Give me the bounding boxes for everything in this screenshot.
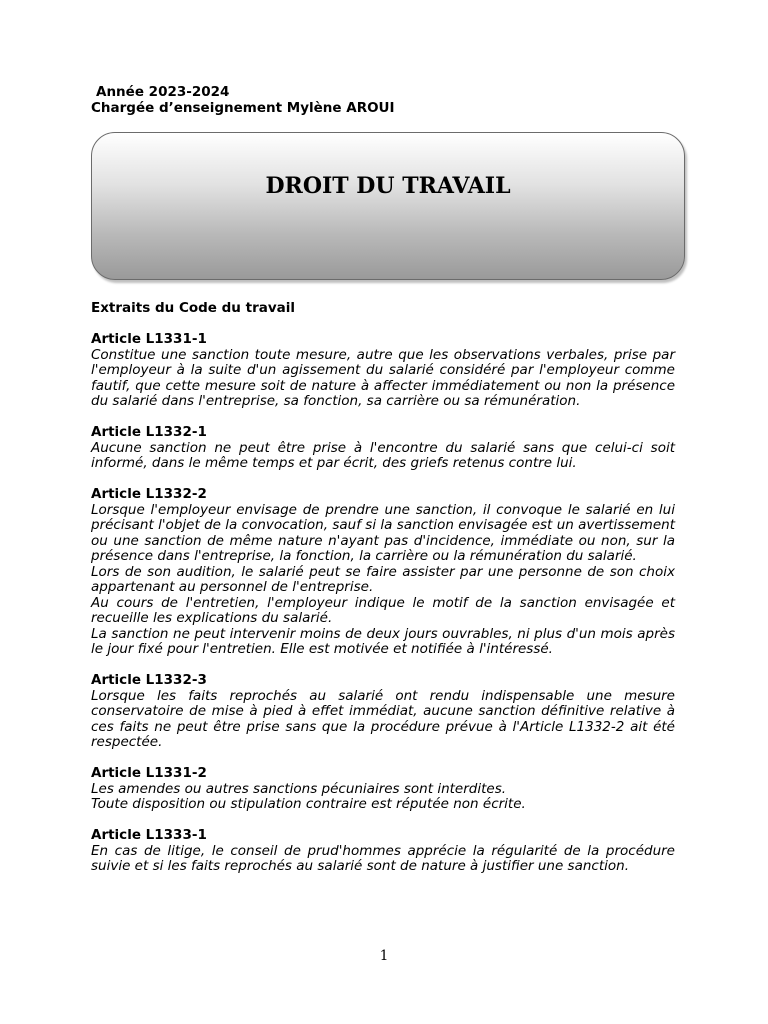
article-paragraph: Lors de son audition, le salarié peut se faire assister par une personne de son choix appartenant au personnel de l'entreprise. [91,563,675,595]
article-title: Article L1333-1 [91,827,207,843]
document-body [91,301,675,890]
article-paragraph: Toute disposition ou stipulation contraire est réputée non écrite. [91,796,526,812]
course-header [91,85,395,116]
article-block [91,673,675,751]
article-block [91,425,675,472]
article-paragraph: Au cours de l'entretien, l'employeur indique le motif de la sanction envisagée et recueille les explications du salarié. [91,594,675,626]
article-paragraph: La sanction ne peut intervenir moins de deux jours ouvrables, ni plus d'un mois après le jour fixé pour l'entretien. Elle est motivée et notifiée à l'intéressé. [91,625,675,657]
article-paragraph: Constitue une sanction toute mesure, autre que les observations verbales, prise par l'employeur à la suite d'un agissement du salarié considéré par l'employeur comme fautif, que cette mesure soit de nature à affecter immédiatement ou non la présence du salarié dans l'entreprise, sa fonction, sa carrière ou sa rémunération. [91,346,675,409]
article-paragraph: Les amendes ou autres sanctions pécuniaires sont interdites. [91,780,507,797]
article-paragraph: Aucune sanction ne peut être prise à l'encontre du salarié sans que celui-ci soit informé, dans le même temps et par écrit, des griefs retenus contre lui. [91,439,675,471]
lecturer-name: Chargée d’enseignement Mylène AROUI [91,99,395,116]
article-block [91,487,675,658]
article-title: Article L1331-2 [91,765,207,781]
article-paragraph: Lorsque les faits reprochés au salarié ont rendu indispensable une mesure conservatoire de mise à pied à effet immédiat, aucune sanction définitive relative à ces faits ne peut être prise sans que la procédure prévue à l'Article L1332-2 ait été respectée. [91,687,675,750]
article-paragraph: Lorsque l'employeur envisage de prendre une sanction, il convoque le salarié en lui précisant l'objet de la convocation, sauf si la sanction envisagée est un avertissement ou une sanction de même nature n'ayant pas d'incidence, immédiate ou non, sur la présence dans l'entreprise, la fonction, la carrière ou la rémunération du salarié. [91,501,675,564]
section-intro: Extraits du Code du travail [91,300,296,316]
article-title: Article L1332-1 [91,424,207,440]
title-banner [91,132,685,280]
academic-year: Année 2023-2024 [96,84,230,100]
article-block [91,828,675,875]
article-block [91,332,675,410]
article-block [91,766,675,813]
article-paragraph: En cas de litige, le conseil de prud'hommes apprécie la régularité de la procédure suivie et si les faits reprochés au salarié sont de nature à justifier une sanction. [91,842,675,874]
page-number: 1 [379,948,389,964]
article-title: Article L1331-1 [91,331,207,347]
article-title: Article L1332-2 [91,486,207,502]
document-title: DROIT DU TRAVAIL [265,173,511,199]
article-title: Article L1332-3 [91,672,207,688]
